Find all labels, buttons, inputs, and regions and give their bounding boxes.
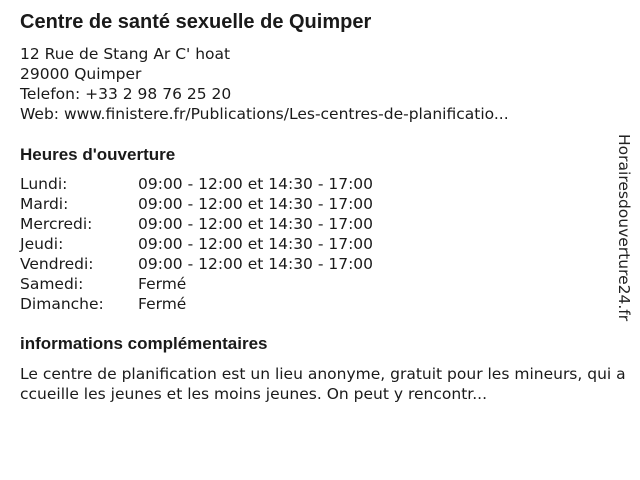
time-value: 09:00 - 12:00 et 14:30 - 17:00 bbox=[138, 215, 374, 233]
time-value: 09:00 - 12:00 et 14:30 - 17:00 bbox=[138, 235, 374, 253]
day-label: Samedi: bbox=[20, 275, 84, 293]
day-label: Lundi: bbox=[20, 175, 68, 193]
description-text: Le centre de planification est un lieu anonyme, gratuit pour les mineurs, qui accueille les jeunes et les moins jeunes. On peut y rencontr... bbox=[20, 365, 626, 403]
time-value: 09:00 - 12:00 et 14:30 - 17:00 bbox=[138, 195, 374, 213]
time-value: Fermé bbox=[138, 295, 187, 313]
page-title: Centre de santé sexuelle de Quimper bbox=[20, 11, 372, 33]
day-label: Dimanche: bbox=[20, 295, 104, 313]
day-label: Mercredi: bbox=[20, 215, 93, 233]
phone-number: Telefon: +33 2 98 76 25 20 bbox=[20, 85, 232, 103]
street-address: 12 Rue de Stang Ar C' hoat bbox=[20, 45, 231, 63]
day-label: Mardi: bbox=[20, 195, 69, 213]
extra-info-heading: informations complémentaires bbox=[20, 334, 268, 353]
site-watermark: Horairesdouverture24.fr bbox=[615, 134, 633, 322]
city-address: 29000 Quimper bbox=[20, 65, 142, 83]
website-link: Web: www.finistere.fr/Publications/Les-centres-de-planificatio... bbox=[20, 105, 509, 123]
time-value: 09:00 - 12:00 et 14:30 - 17:00 bbox=[138, 175, 374, 193]
day-label: Vendredi: bbox=[20, 255, 94, 273]
hours-heading: Heures d'ouverture bbox=[20, 145, 176, 164]
address-block bbox=[20, 44, 509, 124]
time-value: Fermé bbox=[138, 275, 187, 293]
time-value: 09:00 - 12:00 et 14:30 - 17:00 bbox=[138, 255, 374, 273]
day-label: Jeudi: bbox=[20, 235, 64, 253]
